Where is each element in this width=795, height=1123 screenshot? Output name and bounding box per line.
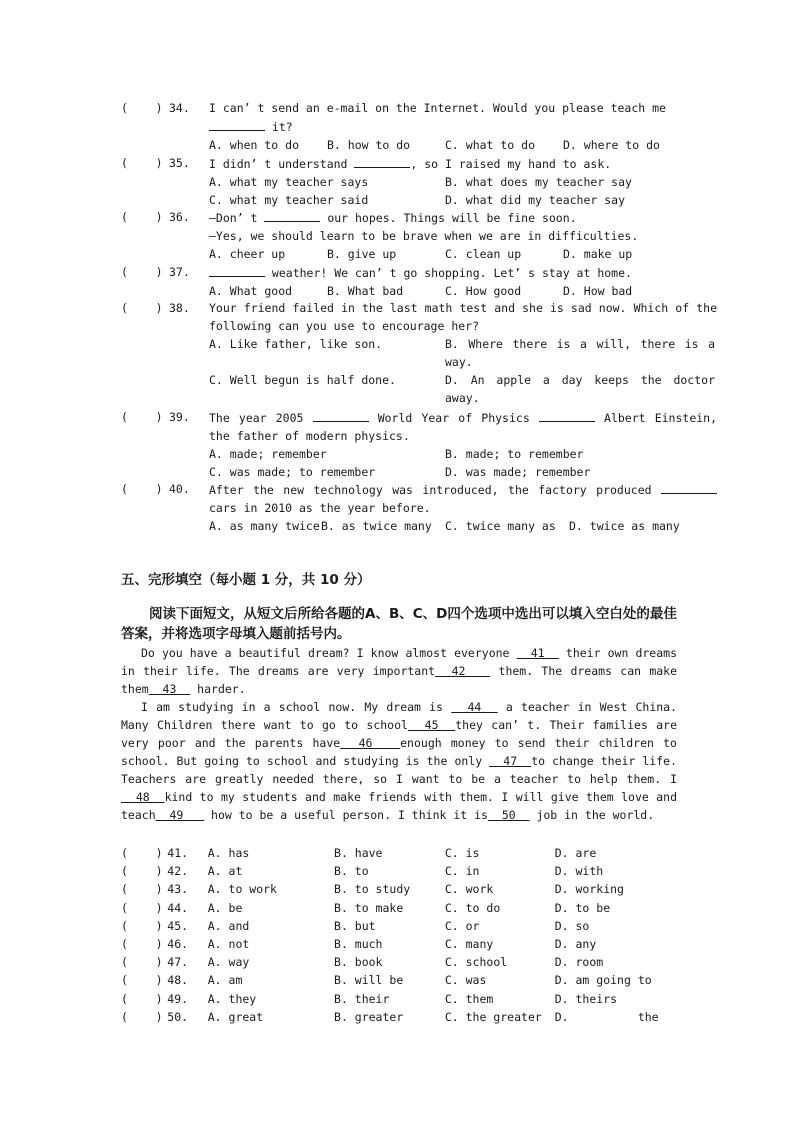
blank-50: 50 bbox=[487, 808, 530, 822]
option-a: A. has bbox=[207, 846, 250, 860]
question-text-end: our hopes. Things will be fine soon. bbox=[320, 211, 577, 225]
cloze-row-47 bbox=[121, 953, 681, 971]
option-c: C. work bbox=[444, 882, 494, 897]
option-c: C. what my teacher said bbox=[209, 193, 369, 207]
option-a: A. Like father, like son. bbox=[209, 337, 383, 351]
answer-bracket: ( ) bbox=[121, 846, 163, 860]
option-d: D. theirs bbox=[554, 991, 618, 1006]
option-a: A. What good bbox=[209, 284, 293, 298]
option-a: A. great bbox=[207, 1009, 264, 1024]
option-d: D. any bbox=[554, 936, 597, 951]
option-a: A. made; remember bbox=[209, 447, 327, 461]
answer-blank bbox=[209, 263, 265, 277]
cloze-row-44 bbox=[121, 899, 681, 917]
option-c: C. them bbox=[444, 991, 494, 1006]
option-b: B. give up bbox=[327, 247, 397, 261]
option-d: D. An apple a day keeps the doctor away. bbox=[445, 373, 715, 405]
option-b: B. their bbox=[334, 991, 390, 1006]
option-c: C. was made; to remember bbox=[209, 465, 376, 479]
answer-bracket: ( ) bbox=[121, 101, 163, 115]
passage-text: I am studying in a school now. My dream is bbox=[141, 700, 452, 714]
question-number: 37. bbox=[169, 265, 190, 279]
cloze-row-42 bbox=[121, 862, 681, 880]
option-b: B. to bbox=[334, 864, 369, 879]
option-a: A. to work bbox=[207, 882, 277, 897]
question-text: After the new technology was introduced, the factory produced bbox=[209, 483, 661, 497]
answer-bracket: ( ) bbox=[121, 991, 163, 1006]
cloze-passage bbox=[121, 644, 677, 824]
option-a: A. way bbox=[207, 955, 250, 970]
question-text-end: it? bbox=[265, 120, 293, 134]
answer-bracket: ( ) bbox=[121, 882, 163, 897]
option-c: C. is bbox=[444, 846, 480, 860]
answer-bracket: ( ) bbox=[121, 973, 163, 988]
option-b: B. what does my teacher say bbox=[445, 175, 632, 189]
option-d: D. was made; remember bbox=[445, 465, 591, 479]
passage-text: their own dreams in their life. The dreams are very important bbox=[121, 646, 678, 678]
option-d: D. what did my teacher say bbox=[445, 193, 626, 207]
passage-text: they can’ t. Their families are very poor and the parents have bbox=[121, 718, 677, 750]
option-b: B. made; to remember bbox=[445, 447, 584, 461]
question-number: 34. bbox=[169, 101, 190, 115]
passage-text: to change their life. Teachers are greatly needed there, so I want to be a teacher to help them. I bbox=[121, 754, 677, 786]
question-text: I can’ t send an e-mail on the Internet. Would you please teach me bbox=[209, 101, 666, 115]
cloze-number: 44. bbox=[167, 900, 189, 915]
answer-bracket: ( ) bbox=[121, 301, 163, 315]
answer-blank-2 bbox=[539, 408, 595, 422]
passage-text: them. The dreams can make them bbox=[121, 664, 678, 696]
option-a: A. and bbox=[207, 918, 250, 933]
option-c: C. How good bbox=[445, 284, 522, 298]
options bbox=[209, 517, 717, 535]
section-instruction: 阅读下面短文，从短文后所给各题的A、B、C、D四个选项中选出可以填入空白处的最佳答案，并将选项字母填入题前括号内。 bbox=[121, 606, 677, 642]
option-d: D. room bbox=[554, 955, 604, 970]
passage-text: a teacher in West China. Many Children there want to go to school bbox=[121, 700, 678, 732]
answer-bracket: ( ) bbox=[121, 265, 163, 279]
cloze-row-43 bbox=[121, 880, 681, 898]
question-36 bbox=[121, 208, 721, 263]
passage-text: harder. bbox=[190, 682, 246, 696]
answer-bracket: ( ) bbox=[121, 864, 163, 879]
option-b: B. to make bbox=[334, 900, 404, 915]
option-b: B. book bbox=[334, 955, 383, 970]
question-38 bbox=[121, 299, 721, 407]
passage-text: job in the world. bbox=[529, 808, 655, 822]
cloze-number: 46. bbox=[167, 936, 189, 951]
option-b: B. how to do bbox=[327, 138, 411, 152]
option-c: C. what to do bbox=[445, 138, 536, 152]
question-text-end: cars in 2010 as the year before. bbox=[209, 501, 431, 515]
cloze-number: 43. bbox=[167, 882, 189, 897]
passage-text: kind to my students and make friends with them. I will give them love and teach bbox=[121, 790, 678, 822]
cloze-number: 41. bbox=[167, 846, 189, 860]
answer-bracket: ( ) bbox=[121, 936, 163, 951]
passage-text: enough money to send their children to school. But going to school and studying is the only bbox=[121, 736, 677, 768]
question-34 bbox=[121, 99, 721, 154]
passage-paragraph-1 bbox=[121, 644, 677, 698]
answer-blank bbox=[354, 154, 410, 168]
option-c: C. the greater bbox=[444, 1009, 542, 1024]
question-35 bbox=[121, 154, 721, 209]
option-c: C. to do bbox=[444, 900, 501, 915]
blank-48: 48 bbox=[121, 790, 165, 804]
dialogue-reply: —Yes, we should learn to be brave when we are in difficulties. bbox=[209, 229, 639, 243]
option-d: D. to be bbox=[554, 900, 611, 915]
question-number: 40. bbox=[169, 482, 190, 496]
cloze-number: 48. bbox=[167, 973, 189, 988]
passage-paragraph-2 bbox=[121, 698, 677, 824]
option-a: A. as many twice bbox=[209, 519, 320, 533]
answer-bracket: ( ) bbox=[121, 210, 163, 224]
blank-43: 43 bbox=[148, 682, 191, 696]
answer-bracket: ( ) bbox=[121, 410, 163, 424]
option-b: B. greater bbox=[334, 1009, 404, 1024]
answer-bracket: ( ) bbox=[121, 156, 163, 170]
option-c: C. Well begun is half done. bbox=[209, 373, 396, 387]
option-a: A. at bbox=[207, 864, 243, 879]
option-b: B. will be bbox=[334, 973, 404, 988]
options bbox=[209, 136, 717, 154]
option-d: D. make up bbox=[563, 247, 633, 261]
answer-blank bbox=[264, 208, 320, 222]
option-d: D. am going to bbox=[554, 973, 652, 988]
question-text: Your friend failed in the last math test and she is sad now. Which of the following can you use to encourage her? bbox=[209, 301, 717, 333]
question-text-end: , so I raised my hand to ask. bbox=[410, 157, 612, 171]
option-b: B. much bbox=[334, 936, 383, 951]
blank-44: 44 bbox=[451, 700, 498, 714]
question-text: I didn’ t understand bbox=[209, 157, 355, 171]
answer-blank bbox=[661, 480, 717, 494]
blank-45: 45 bbox=[407, 718, 456, 732]
option-c: C. was bbox=[444, 973, 487, 988]
option-b: B. as twice many bbox=[321, 519, 432, 533]
cloze-row-48 bbox=[121, 971, 681, 989]
option-d: D. the bbox=[554, 1009, 659, 1024]
option-d: D. are bbox=[554, 846, 597, 860]
options bbox=[209, 335, 717, 407]
option-d: D. twice as many bbox=[569, 519, 680, 533]
question-text: —Don’ t bbox=[209, 211, 265, 225]
question-text: The year 2005 bbox=[209, 411, 313, 425]
cloze-row-50 bbox=[121, 1008, 681, 1026]
option-b: B. What bad bbox=[327, 284, 404, 298]
options bbox=[209, 173, 717, 209]
option-a: A. cheer up bbox=[209, 247, 286, 261]
question-text-mid: World Year of Physics bbox=[368, 411, 539, 425]
option-c: C. clean up bbox=[445, 247, 522, 261]
cloze-row-46 bbox=[121, 935, 681, 953]
cloze-number: 42. bbox=[167, 864, 189, 879]
options bbox=[209, 445, 717, 481]
cloze-number: 47. bbox=[167, 955, 189, 970]
answer-bracket: ( ) bbox=[121, 955, 163, 970]
blank-41: 41 bbox=[516, 646, 559, 660]
blank-47: 47 bbox=[489, 754, 532, 768]
question-number: 39. bbox=[169, 410, 190, 424]
option-a: A. what my teacher says bbox=[209, 175, 369, 189]
blank-42: 42 bbox=[435, 664, 491, 678]
option-c: C. school bbox=[444, 955, 508, 970]
option-a: A. be bbox=[207, 900, 243, 915]
passage-text: how to be a useful person. I think it is bbox=[204, 808, 488, 822]
option-d: D. working bbox=[554, 882, 624, 897]
answer-bracket: ( ) bbox=[121, 900, 163, 915]
option-c: C. in bbox=[444, 864, 480, 879]
question-number: 36. bbox=[169, 210, 190, 224]
option-d: D. where to do bbox=[563, 138, 660, 152]
option-a: A. not bbox=[207, 936, 250, 951]
option-a: A. am bbox=[207, 973, 243, 988]
question-number: 35. bbox=[169, 156, 190, 170]
option-d: D. with bbox=[554, 864, 604, 879]
question-40 bbox=[121, 480, 721, 535]
cloze-row-45 bbox=[121, 917, 681, 935]
question-text-end: Albert Einstein, the father of modern physics. bbox=[209, 411, 718, 443]
cloze-row-41 bbox=[121, 844, 681, 862]
question-37 bbox=[121, 263, 721, 300]
blank-46: 46 bbox=[340, 736, 401, 750]
options bbox=[209, 245, 717, 263]
question-number: 38. bbox=[169, 301, 190, 315]
option-c: C. many bbox=[444, 936, 494, 951]
cloze-options bbox=[121, 844, 681, 1026]
option-b: B. have bbox=[334, 846, 383, 860]
blank-49: 49 bbox=[155, 808, 205, 822]
answer-blank-1 bbox=[313, 408, 369, 422]
options bbox=[209, 282, 717, 300]
question-39 bbox=[121, 408, 721, 481]
cloze-row-49 bbox=[121, 990, 681, 1008]
option-a: A. they bbox=[207, 991, 257, 1006]
option-b: B. to study bbox=[334, 882, 411, 897]
option-b: B. but bbox=[334, 918, 376, 933]
option-c: C. twice many as bbox=[445, 519, 556, 533]
passage-text: Do you have a beautiful dream? I know almost everyone bbox=[141, 646, 517, 660]
question-text-end: weather! We can’ t go shopping. Let’ s stay at home. bbox=[265, 266, 632, 280]
option-d: D. so bbox=[554, 918, 590, 933]
option-b: B. Where there is a will, there is a way. bbox=[445, 337, 715, 369]
option-d: D. How bad bbox=[563, 284, 633, 298]
cloze-number: 45. bbox=[167, 918, 189, 933]
answer-bracket: ( ) bbox=[121, 482, 163, 496]
option-a: A. when to do bbox=[209, 138, 300, 152]
option-c: C. or bbox=[444, 918, 480, 933]
section-heading: 五、完形填空（每小题 1 分，共 10 分） bbox=[121, 572, 371, 588]
answer-blank bbox=[209, 117, 265, 131]
cloze-number: 50. bbox=[167, 1009, 189, 1024]
cloze-number: 49. bbox=[167, 991, 189, 1006]
answer-bracket: ( ) bbox=[121, 1009, 163, 1024]
answer-bracket: ( ) bbox=[121, 918, 163, 933]
